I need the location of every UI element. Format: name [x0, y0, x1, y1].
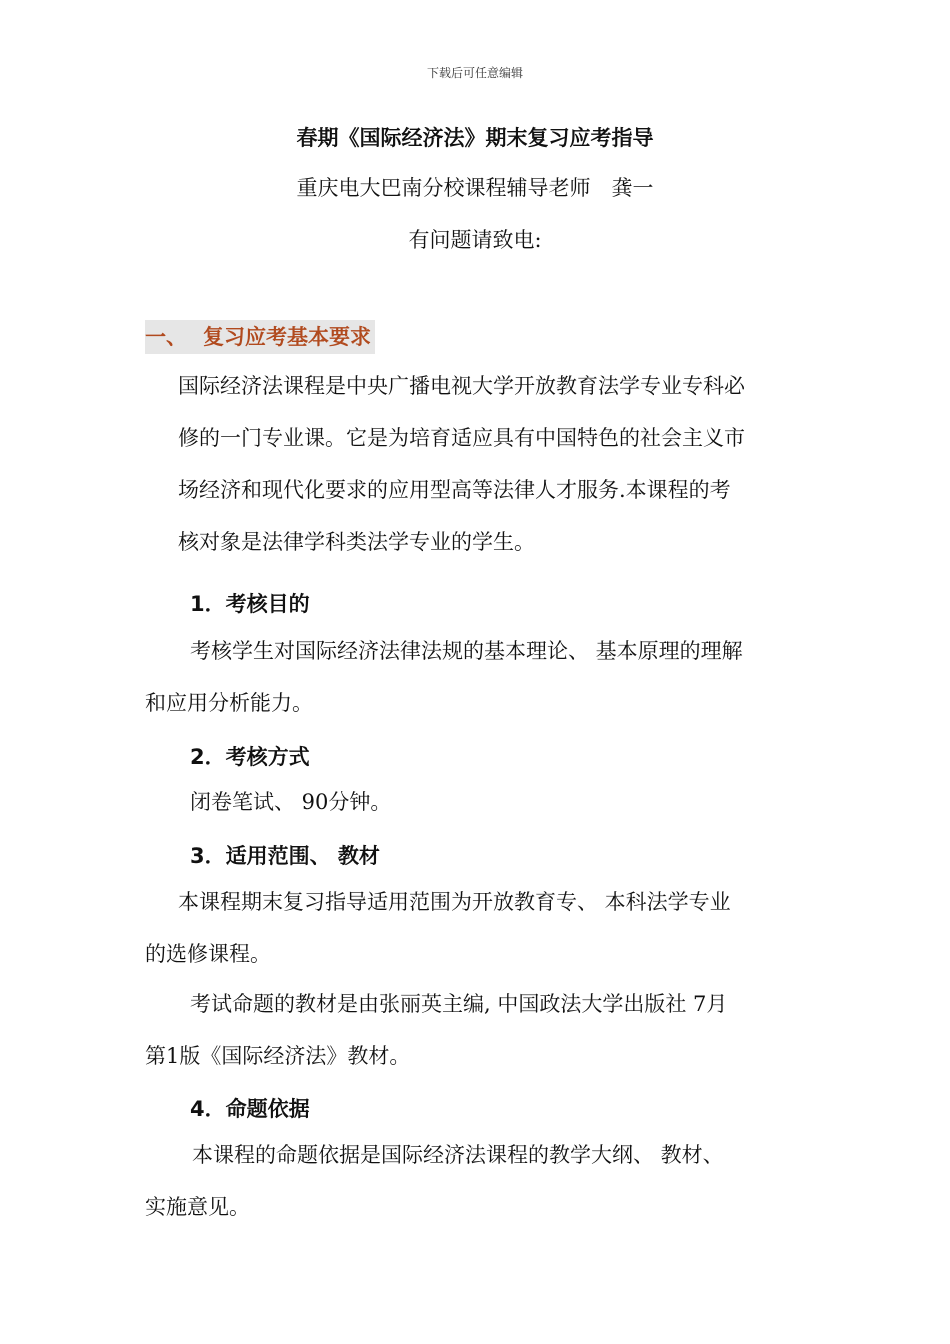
section-number: 一、	[145, 325, 187, 349]
section-title: 复习应考基本要求	[203, 325, 371, 349]
item-heading: 1．考核目的	[190, 592, 310, 616]
document-subtitle: 重庆电大巴南分校课程辅导老师 龚一	[296, 176, 654, 200]
contact-line: 有问题请致电:	[408, 228, 542, 252]
item-text-line: 本课程期末复习指导适用范围为开放教育专、 本科法学专业	[178, 890, 731, 914]
intro-line: 修的一门专业课。它是为培育适应具有中国特色的社会主义市	[178, 426, 745, 450]
item-text-line: 考核学生对国际经济法律法规的基本理论、 基本原理的理解	[190, 639, 743, 663]
item-text-line: 和应用分析能力。	[145, 691, 313, 715]
item-heading: 3．适用范围、 教材	[190, 844, 380, 868]
item-text-line: 闭卷笔试、 90分钟。	[190, 790, 392, 814]
item-text-line: 的选修课程。	[145, 942, 271, 966]
intro-line: 核对象是法律学科类法学专业的学生。	[178, 530, 535, 554]
intro-line: 场经济和现代化要求的应用型高等法律人才服务.本课程的考	[178, 478, 731, 502]
item-text-line: 第1版《国际经济法》教材。	[145, 1044, 411, 1068]
item-heading: 4．命题依据	[190, 1097, 310, 1121]
item-text-line: 实施意见。	[145, 1195, 250, 1219]
item-text-line: 考试命题的教材是由张丽英主编, 中国政法大学出版社 7月	[190, 992, 728, 1016]
item-heading: 2．考核方式	[190, 745, 310, 769]
document-title: 春期《国际经济法》期末复习应考指导	[296, 126, 654, 150]
intro-line: 国际经济法课程是中央广播电视大学开放教育法学专业专科必	[178, 374, 745, 398]
header-note: 下载后可任意编辑	[426, 66, 523, 80]
section-heading	[145, 320, 375, 354]
item-text-line: 本课程的命题依据是国际经济法课程的教学大纲、 教材、	[192, 1143, 724, 1167]
